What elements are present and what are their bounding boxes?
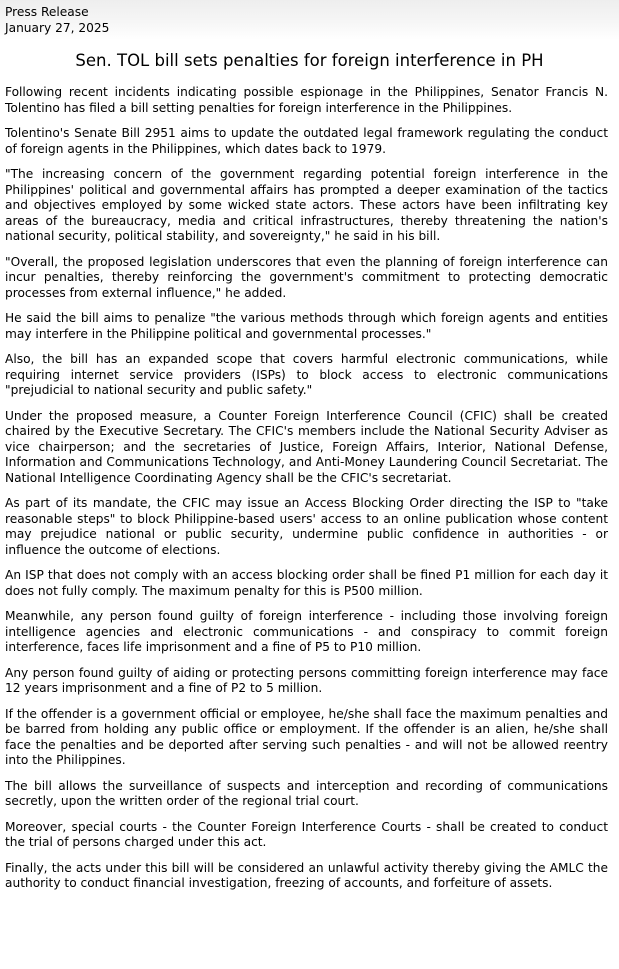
article-title: Sen. TOL bill sets penalties for foreign interference in PH: [75, 51, 544, 70]
paragraph-3: "The increasing concern of the government regarding potential foreign interference in the Philippines' political and governmental affairs has prompted a deeper examination of the tactics and objectives employed by some wicked state actors. These actors have been infiltrating key areas of the bureaucracy, media and critical infrastructures, thereby threatening the nation's national security, political stability, and sovereignty," he said in his bill.: [5, 167, 608, 243]
press-release-header: [5, 4, 109, 36]
paragraph-13: The bill allows the surveillance of suspects and interception and recording of communications secretly, upon the written order of the regional trial court.: [5, 778, 608, 808]
paragraph-15: Finally, the acts under this bill will be considered an unlawful activity thereby giving the AMLC the authority to conduct financial investigation, freezing of accounts, and forfeiture of assets.: [5, 860, 608, 890]
paragraph-11: Any person found guilty of aiding or protecting persons committing foreign interference may face 12 years imprisonment and a fine of P2 to 5 million.: [5, 665, 608, 695]
paragraph-4: "Overall, the proposed legislation underscores that even the planning of foreign interference can incur penalties, thereby reinforcing the government's commitment to protecting democratic processes from external influence," he added.: [5, 254, 608, 300]
paragraph-8: As part of its mandate, the CFIC may issue an Access Blocking Order directing the ISP to "take reasonable steps" to block Philippine-based users' access to an online publication whose content may prejudice national or public security, undermine public confidence in authorities - or influence the outcome of elections.: [5, 496, 608, 557]
paragraph-2: Tolentino's Senate Bill 2951 aims to update the outdated legal framework regulating the conduct of foreign agents in the Philippines, which dates back to 1979.: [5, 126, 608, 156]
paragraph-7: Under the proposed measure, a Counter Foreign Interference Council (CFIC) shall be created chaired by the Executive Secretary. The CFIC's members include the National Security Adviser as vice chairperson; and the secretaries of Justice, Foreign Affairs, Interior, National Defense, Information and Communications Technology, and Anti-Money Laundering Council Secretariat. The National Intelligence Coordinating Agency shall be the CFIC's secretariat.: [5, 408, 608, 485]
paragraph-5: He said the bill aims to penalize "the various methods through which foreign agents and entities may interfere in the Philippine political and governmental processes.": [5, 311, 608, 341]
paragraph-9: An ISP that does not comply with an access blocking order shall be fined P1 million for each day it does not fully comply. The maximum penalty for this is P500 million.: [5, 568, 608, 598]
paragraph-14: Moreover, special courts - the Counter Foreign Interference Courts - shall be created to conduct the trial of persons charged under this act.: [5, 819, 608, 849]
paragraph-1: Following recent incidents indicating possible espionage in the Philippines, Senator Francis N. Tolentino has filed a bill setting penalties for foreign interference in the Philippines.: [5, 85, 608, 115]
paragraph-10: Meanwhile, any person found guilty of foreign interference - including those involving foreign intelligence agencies and electronic communications - and conspiracy to commit foreign interference, faces life imprisonment and a fine of P5 to P10 million.: [5, 609, 608, 654]
article-body: [5, 85, 608, 902]
release-date: January 27, 2025: [5, 21, 110, 35]
press-release-label: Press Release: [5, 5, 89, 19]
paragraph-12: If the offender is a government official or employee, he/she shall face the maximum penalties and be barred from holding any public office or employment. If the offender is an alien, he/she shall face the penalties and be deported after serving such penalties - and will not be allowed reentry into the Philippines.: [5, 706, 608, 767]
paragraph-6: Also, the bill has an expanded scope that covers harmful electronic communications, while requiring internet service providers (ISPs) to block access to electronic communications "prejudicial to national security and public safety.": [5, 352, 608, 397]
